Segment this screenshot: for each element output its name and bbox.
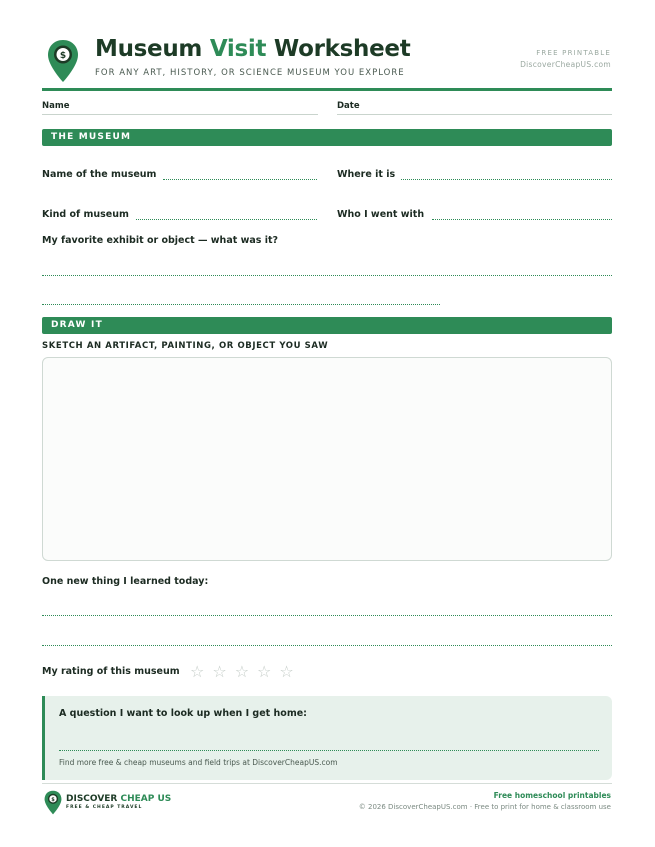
museum-name-field[interactable]: [163, 179, 317, 180]
question-answer-field[interactable]: [59, 750, 599, 751]
learned-line-2[interactable]: [42, 645, 612, 646]
museum-name-label: Name of the museum: [42, 169, 157, 180]
page-subtitle: FOR ANY ART, HISTORY, OR SCIENCE MUSEUM YOU EXPLORE: [95, 68, 405, 78]
date-label: Date: [337, 101, 360, 111]
name-field[interactable]: [42, 114, 318, 115]
footer-brand: DISCOVER CHEAP US: [66, 794, 172, 804]
rating-label: My rating of this museum: [42, 666, 180, 677]
footer-divider: [42, 783, 612, 784]
footer-copyright: © 2026 DiscoverCheapUS.com · Free to print for home & classroom use: [358, 803, 611, 811]
learned-line-1[interactable]: [42, 615, 612, 616]
rating-stars[interactable]: ☆☆☆☆☆: [190, 662, 302, 681]
companions-field[interactable]: [432, 219, 612, 220]
favorite-exhibit-label: My favorite exhibit or object — what was it?: [42, 235, 279, 246]
footer-map-pin-icon: [44, 790, 62, 815]
footer-printables-note: Free homeschool printables: [493, 791, 611, 800]
museum-kind-field[interactable]: [136, 219, 317, 220]
section-header-draw: DRAW IT: [42, 317, 612, 334]
header-divider: [42, 88, 612, 91]
free-printable-tag: FREE PRINTABLE: [536, 49, 611, 57]
svg-text:$: $: [59, 51, 67, 61]
sketch-label: SKETCH AN ARTIFACT, PAINTING, OR OBJECT YOU SAW: [42, 341, 329, 351]
museum-kind-label: Kind of museum: [42, 209, 129, 220]
svg-text:$: $: [51, 796, 55, 803]
favorite-exhibit-line-1[interactable]: [42, 275, 612, 276]
location-field[interactable]: [401, 179, 612, 180]
date-field[interactable]: [337, 114, 612, 115]
location-label: Where it is: [337, 169, 396, 180]
sketch-area[interactable]: [42, 357, 612, 561]
page-title: Museum Visit Worksheet: [95, 36, 411, 62]
favorite-exhibit-line-2[interactable]: [42, 304, 440, 305]
footer-brand-tagline: FREE & CHEAP TRAVEL: [66, 805, 143, 810]
site-url-tag: DiscoverCheapUS.com: [520, 60, 611, 69]
name-label: Name: [42, 101, 70, 111]
learned-label: One new thing I learned today:: [42, 576, 209, 587]
companions-label: Who I went with: [337, 209, 425, 220]
map-pin-dollar-icon: [47, 39, 79, 83]
question-footer-note: Find more free & cheap museums and field trips at DiscoverCheapUS.com: [59, 758, 338, 767]
section-header-museum: THE MUSEUM: [42, 129, 612, 146]
question-title: A question I want to look up when I get home:: [59, 708, 307, 719]
